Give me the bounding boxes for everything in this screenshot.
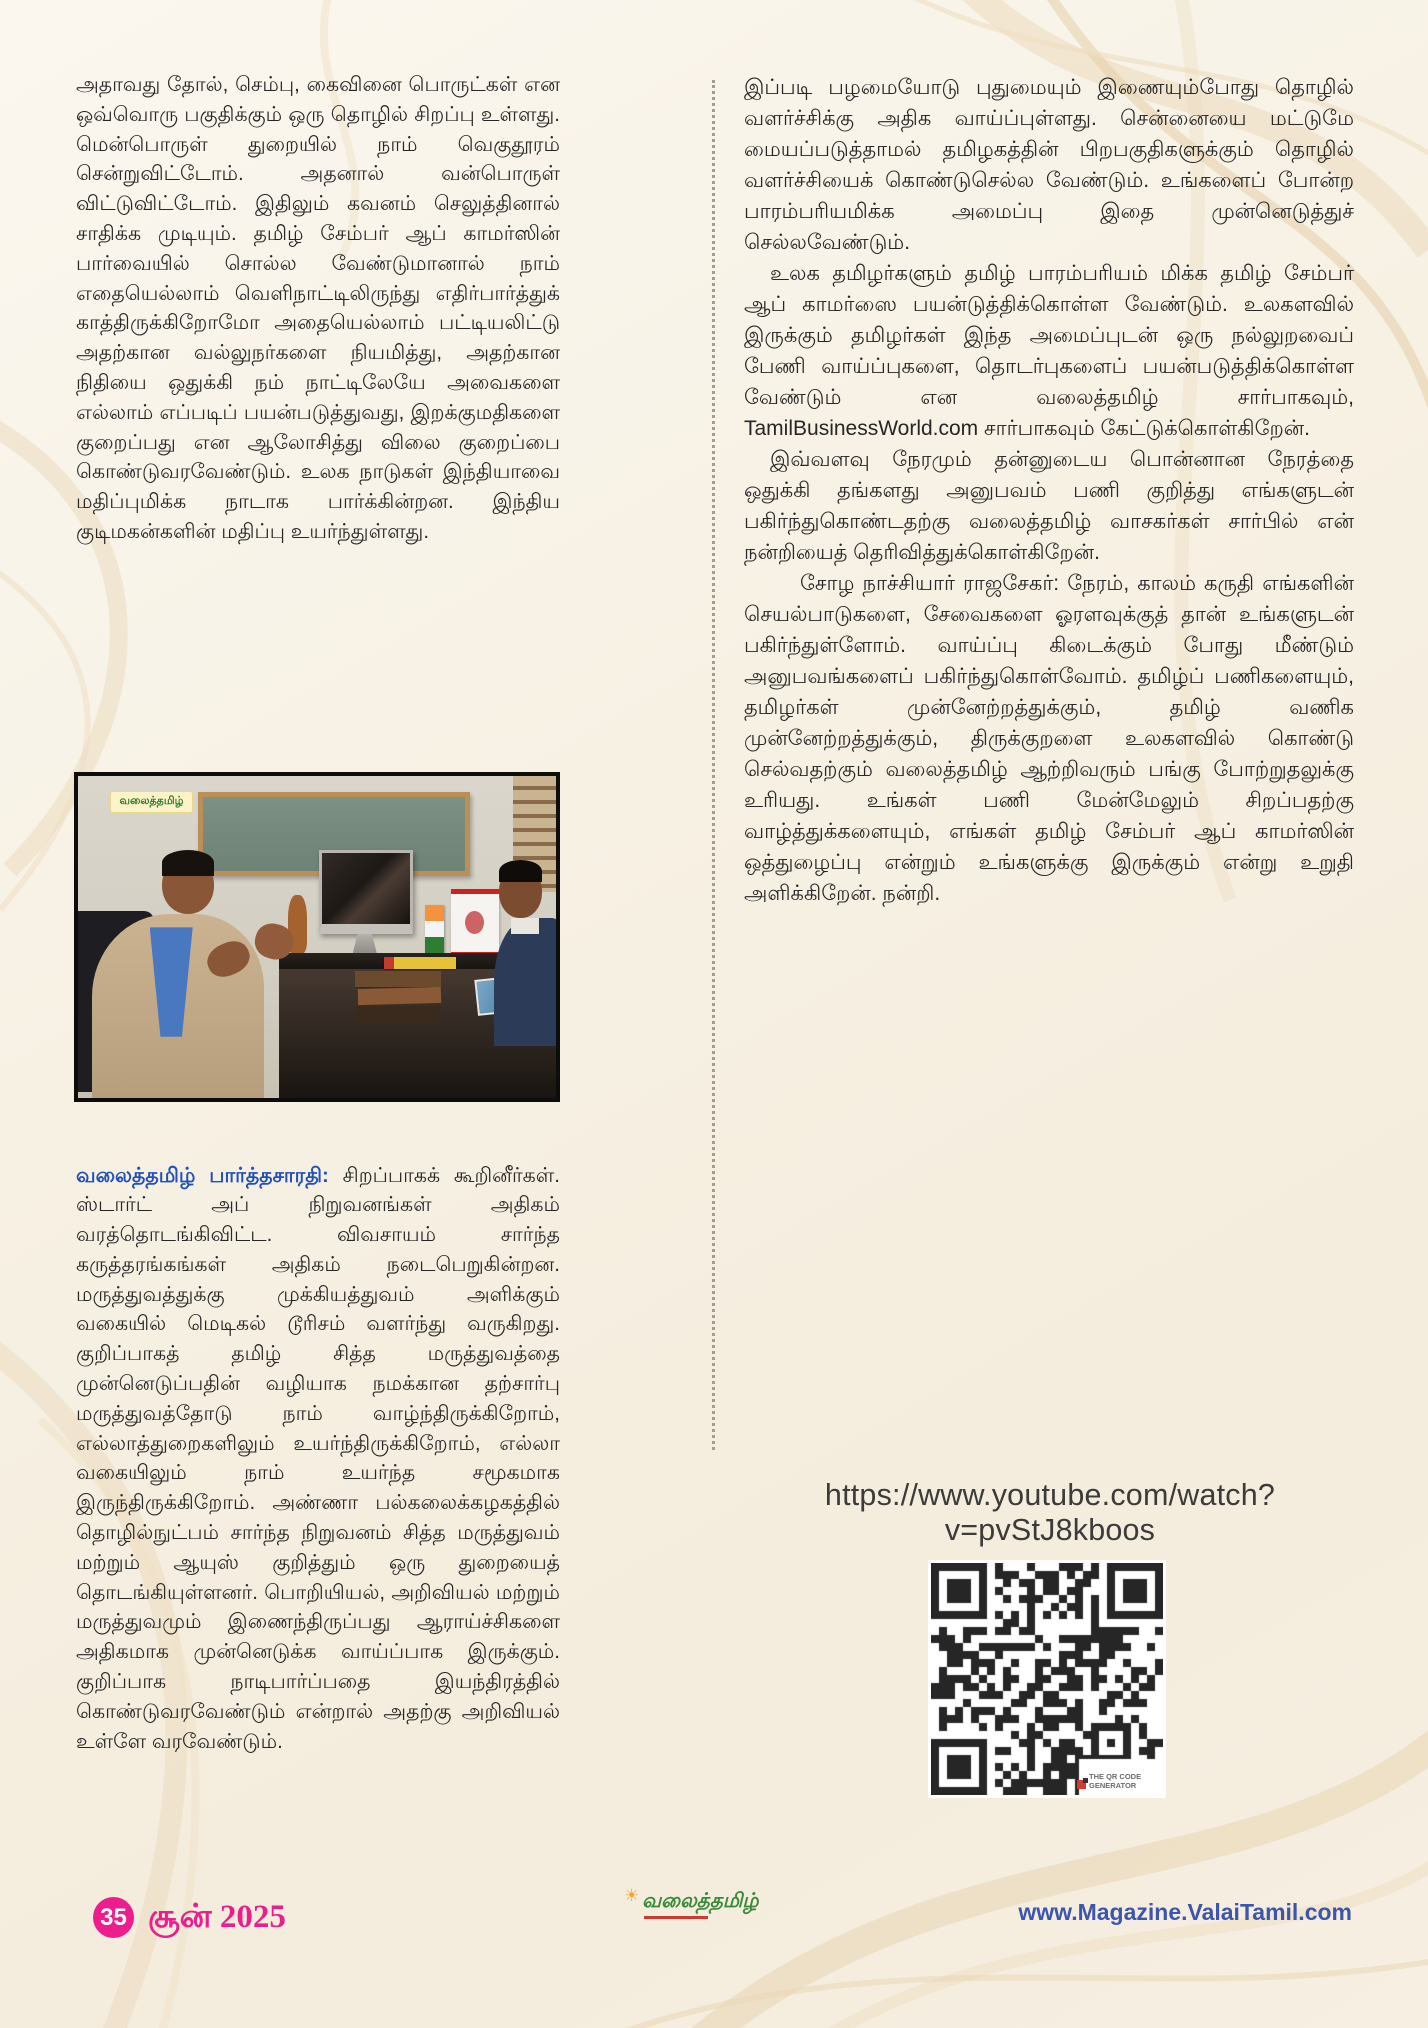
issue-date: சூன் 2025 bbox=[148, 1899, 286, 1935]
video-url-link[interactable]: https://www.youtube.com/watch?v=pvStJ8kboos bbox=[824, 1478, 1276, 1547]
imac-computer bbox=[319, 850, 412, 934]
left-column bbox=[76, 70, 560, 547]
column-divider bbox=[712, 80, 715, 1450]
imac-stand bbox=[353, 934, 377, 953]
qr-caption-line2: GENERATOR bbox=[1089, 1781, 1137, 1790]
right-man-collar bbox=[511, 918, 540, 934]
qr-generator-logo-icon bbox=[1077, 1780, 1086, 1789]
magazine-site-url[interactable]: www.Magazine.ValaiTamil.com bbox=[1018, 1899, 1352, 1925]
left-man-hair bbox=[162, 850, 215, 876]
logo-underline bbox=[644, 1916, 708, 1919]
photo-scene bbox=[78, 776, 556, 1098]
right-column bbox=[744, 72, 1354, 909]
interviewer-name-label: வலைத்தமிழ் பார்த்தசாரதி: bbox=[76, 1163, 329, 1187]
body-paragraph: இவ்வளவு நேரமும் தன்னுடைய பொன்னான நேரத்தை ஒதுக்கி தங்களது அனுபவம் பணி குறித்து எங்களுடன் பகிர்ந்துகொண்டதற்கு வலைத்தமிழ் வாசகர்கள் சார்பில் என் நன்றியைத் தெரிவித்துக்கொள்கிறேன். bbox=[744, 448, 1354, 564]
book-stack bbox=[355, 971, 441, 1026]
qr-code-pattern bbox=[931, 1563, 1163, 1795]
body-paragraph: உலக தமிழர்களும் தமிழ் பாரம்பரியம் மிக்க தமிழ் சேம்பர் ஆப் காமர்ஸை பயன்டுத்திக்கொள்ள வேண்டும். உலகளவில் இருக்கும் தமிழர்கள் இந்த அமைப்புடன் ஒரு நல்லுறவைப் பேணி வாய்ப்புகளை, தொடர்புகளைப் பயன்படுத்திக்கொள்ள வேண்டும் என வலைத்தமிழ் சார்பாகவும், TamilBusinessWorld.com சார்பாகவும் கேட்டுக்கொள்கிறேன். bbox=[744, 262, 1354, 440]
qr-caption-line1: THE QR CODE bbox=[1089, 1772, 1142, 1781]
wall-chart bbox=[451, 889, 499, 957]
yellow-book bbox=[384, 957, 456, 969]
body-paragraph: இப்படி பழமையோடு புதுமையும் இணையும்போது தொழில் வளர்ச்சிக்கு அதிக வாய்ப்புள்ளது. சென்னையை மட்டுமே மையப்படுத்தாமல் தமிழகத்தின் பிறபகுதிகளுக்கும் தொழில் வளர்ச்சியைக் கொண்டுசெல்ல வேண்டும். உங்களைப் போன்ற பாரம்பரியமிக்க அமைப்பு இதை முன்னெடுத்துச் செல்லவேண்டும். bbox=[744, 76, 1354, 254]
interviewer-paragraph bbox=[76, 1161, 560, 1757]
right-man-hair bbox=[499, 860, 542, 883]
interview-photo bbox=[74, 772, 560, 1102]
india-flag bbox=[425, 905, 444, 953]
body-paragraph: சோழ நாச்சியார் ராஜசேகர்: நேரம், காலம் கருதி எங்களின் செயல்பாடுகளை, சேவைகளை ஓரளவுக்குத் தான் உங்களுடன் பகிர்ந்துள்ளோம். வாய்ப்பு கிடைக்கும் போது மீண்டும் அனுபவங்களைப் பகிர்ந்துகொள்வோம். தமிழ்ப் பணிகளையும், தமிழர்கள் முன்னேற்றத்துக்கும், தமிழ் வணிக முன்னேற்றத்துக்கும், திருக்குறளை உலகளவில் கொண்டு செல்வதற்கும் வலைத்தமிழ் ஆற்றிவரும் பங்கு போற்றுதலுக்கு உரியது. உங்கள் பணி மேன்மேலும் சிறப்பதற்கு வாழ்த்துக்களையும், எங்கள் தமிழ் சேம்பர் ஆப் காமர்ஸின் ஒத்துழைப்பு என்றும் உங்களுக்கு இருக்கும் என்று உறுதி அளிக்கிறேன். நன்றி. bbox=[744, 572, 1354, 905]
sun-rays-icon: ☀ bbox=[624, 1886, 640, 1905]
qr-code bbox=[928, 1560, 1166, 1798]
page-number-badge: 35 bbox=[93, 1897, 134, 1938]
valaitamil-logo bbox=[624, 1884, 759, 1936]
qr-generator-caption bbox=[1077, 1772, 1163, 1790]
interviewer-paragraph-text: சிறப்பாகக் கூறினீர்கள். ஸ்டார்ட் அப் நிறுவனங்கள் அதிகம் வரத்தொடங்கிவிட்ட. விவசாயம் சார்ந்த கருத்தரங்கங்கள் அதிகம் நடைபெறுகின்றன. மருத்துவத்துக்கு முக்கியத்துவம் அளிக்கும் வகையில் மெடிகல் டூரிசம் வளர்ந்து வருகிறது. குறிப்பாகத் தமிழ் சித்த மருத்துவத்தை முன்னெடுப்பதின் வழியாக நமக்கான தற்சார்பு மருத்துவத்தோடு நாம் வாழ்ந்திருக்கிறோம், எல்லாத்துறைகளிலும் உயர்ந்திருக்கிறோம், எல்லா வகையிலும் நாம் உயர்ந்த சமூகமாக இருந்திருக்கிறோம். அண்ணா பல்கலைக்கழகத்தில் தொழில்நுட்பம் சார்ந்த நிறுவனம் சித்த மருத்துவம் மற்றும் ஆயுஸ் குறித்தும் ஒரு துறையைத் தொடங்கியுள்ளனர். பொறியியல், அறிவியல் மற்றும் மருத்துவமும் இணைந்திருப்பது ஆராய்ச்சிகளை அதிகமாக முன்னெடுக்க வாய்ப்பாக இருக்கும். குறிப்பாக நாடிபார்ப்பதை இயந்திரத்தில் கொண்டுவரவேண்டும் என்றால் அதற்கு அறிவியல் உள்ளே வரவேண்டும். bbox=[76, 1163, 560, 1753]
left-column-lower bbox=[76, 1140, 560, 1777]
valaitamil-watermark: வலைத்தமிழ் bbox=[111, 792, 191, 812]
body-paragraph: அதாவது தோல், செம்பு, கைவினை பொருட்கள் என ஒவ்வொரு பகுதிக்கும் ஒரு தொழில் சிறப்பு உள்ளது. மென்பொருள் துறையில் நாம் வெகுதூரம் சென்றுவிட்டோம். அதனால் வன்பொருள் விட்டுவிட்டோம். இதிலும் கவனம் செலுத்தினால் சாதிக்க முடியும். தமிழ் சேம்பர் ஆப் காமர்ஸின் பார்வையில் சொல்ல வேண்டுமானால் நாம் எதையெல்லாம் வெளிநாட்டிலிருந்து எதிர்பார்த்துக் காத்திருக்கிறோமோ அதையெல்லாம் பட்டியலிட்டு அதற்கான வல்லுநர்களை நியமித்து, அதற்கான நிதியை ஒதுக்கி நம் நாட்டிலேயே அவைகளை எல்லாம் எப்படிப் பயன்படுத்துவது, இறக்குமதிகளை குறைப்பது என ஆலோசித்து விலை குறைப்பை கொண்டுவரவேண்டும். உலக நாடுகள் இந்தியாவை மதிப்புமிக்க நாடாக பார்க்கின்றன. இந்திய குடிமகன்களின் மதிப்பு உயர்ந்துள்ளது. bbox=[76, 73, 560, 543]
right-man-body bbox=[494, 918, 556, 1047]
valaitamil-logo-text: வலைத்தமிழ் bbox=[642, 1890, 759, 1912]
